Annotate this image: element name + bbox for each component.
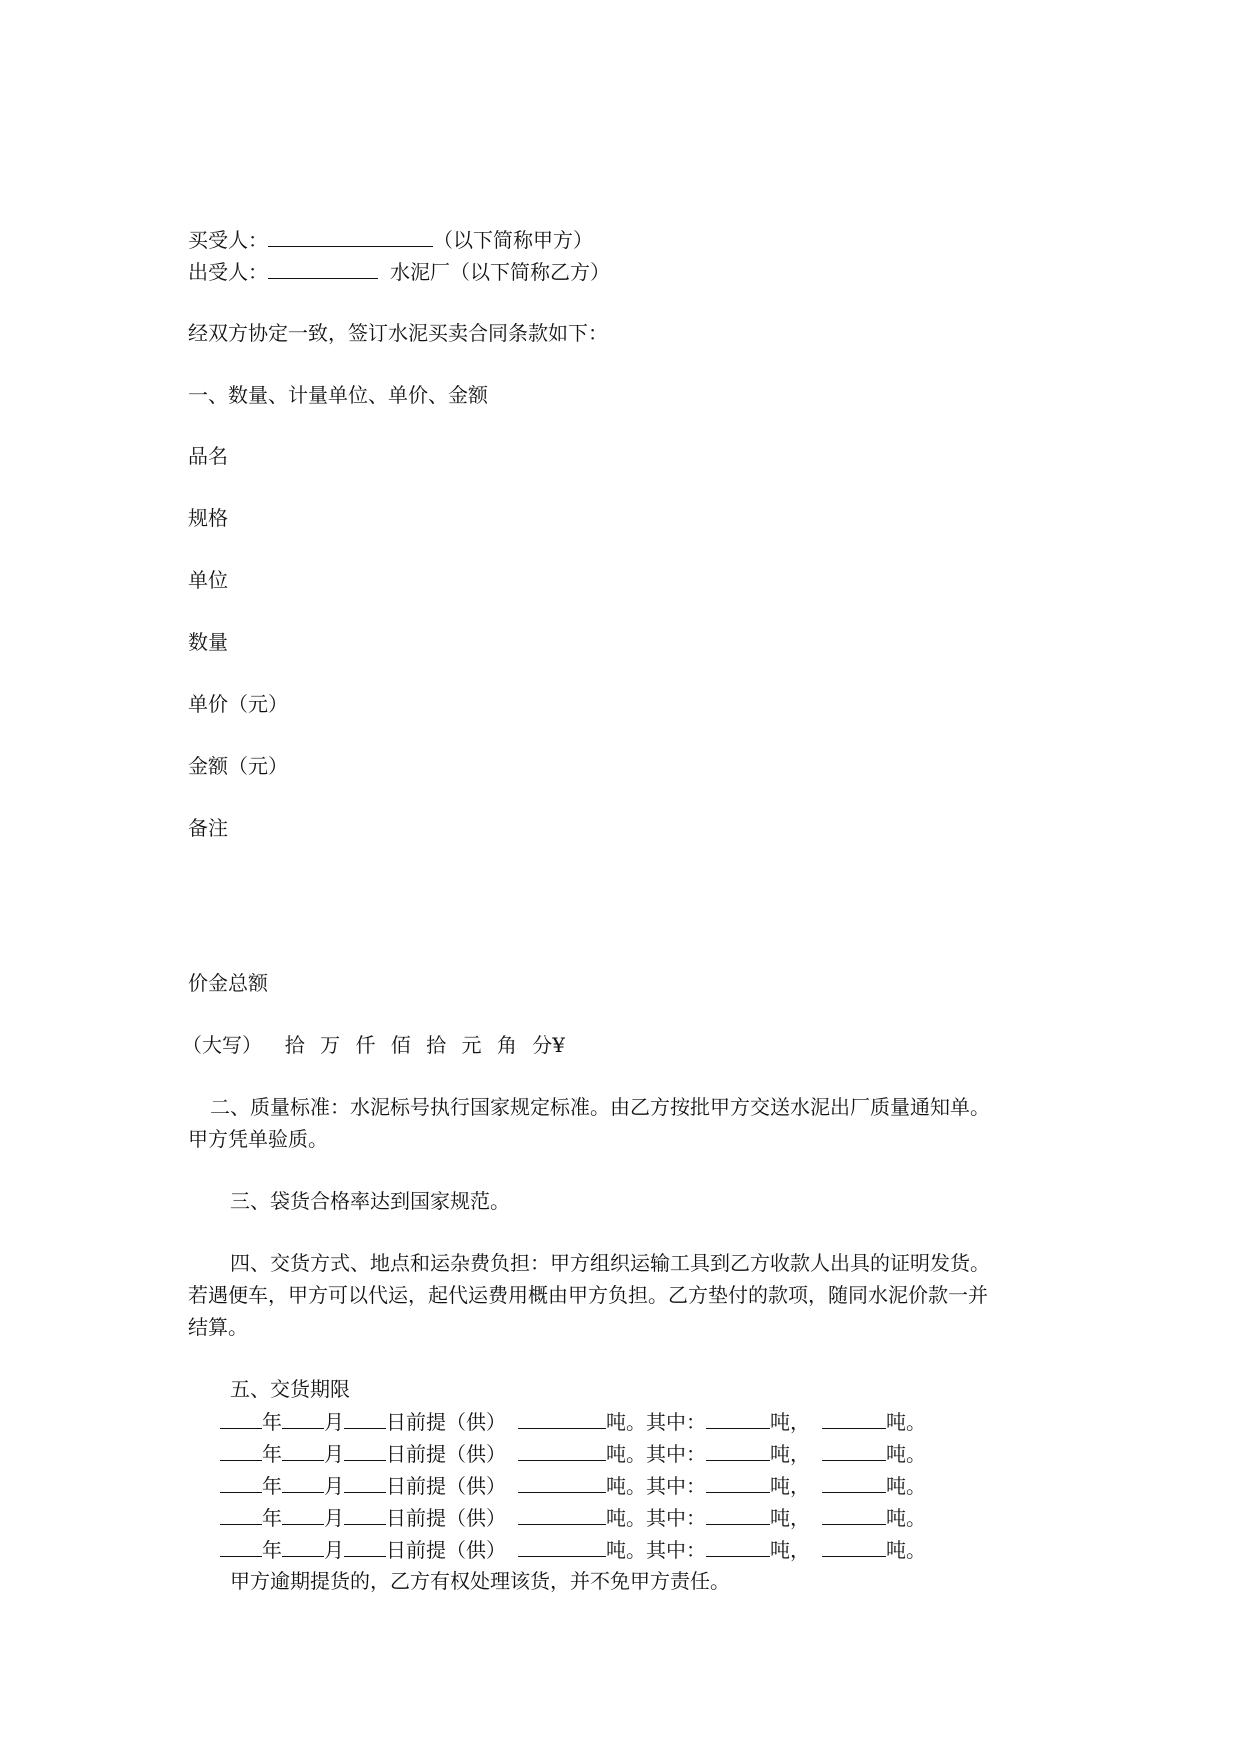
seller-line — [188, 258, 610, 285]
sub-ton-blank-1[interactable] — [706, 1472, 770, 1493]
month-label: 月 — [324, 1538, 344, 1562]
ton3-label: 吨。 — [886, 1538, 926, 1562]
total-label: 价金总额 — [188, 971, 268, 995]
month-blank[interactable] — [282, 1408, 324, 1429]
month-blank[interactable] — [282, 1472, 324, 1493]
month-blank[interactable] — [282, 1504, 324, 1525]
field-spec: 规格 — [188, 506, 228, 530]
delivery-row — [220, 1440, 926, 1467]
month-label: 月 — [324, 1474, 344, 1498]
tonnage-blank[interactable] — [518, 1536, 606, 1557]
sub-ton-blank-2[interactable] — [822, 1472, 886, 1493]
day-blank[interactable] — [344, 1536, 386, 1557]
buyer-line — [188, 226, 593, 253]
field-product-name: 品名 — [188, 444, 228, 468]
delivery-row — [220, 1504, 926, 1531]
total-capital-line — [182, 1032, 565, 1058]
sub-ton-blank-1[interactable] — [706, 1536, 770, 1557]
day-blank[interactable] — [344, 1504, 386, 1525]
field-quantity: 数量 — [188, 630, 228, 654]
tonnage-blank[interactable] — [518, 1472, 606, 1493]
unit-bai: 佰 — [390, 1033, 411, 1057]
ton2-label: 吨， — [770, 1474, 810, 1498]
day-blank[interactable] — [344, 1472, 386, 1493]
seller-blank[interactable] — [268, 258, 378, 279]
buyer-blank[interactable] — [268, 226, 433, 247]
seller-label: 出受人： — [188, 260, 268, 284]
field-remarks: 备注 — [188, 816, 228, 840]
unit-shi: 拾 — [284, 1033, 305, 1057]
delivery-row — [220, 1536, 926, 1563]
day-label: 日前提（供） — [386, 1538, 506, 1562]
delivery-row — [220, 1408, 926, 1435]
ton3-label: 吨。 — [886, 1442, 926, 1466]
section4-line1: 四、交货方式、地点和运杂费负担：甲方组织运输工具到乙方收款人出具的证明发货。 — [230, 1251, 990, 1275]
section2-line2: 甲方凭单验质。 — [188, 1127, 328, 1151]
section1-title: 一、数量、计量单位、单价、金额 — [188, 383, 488, 407]
day-blank[interactable] — [344, 1408, 386, 1429]
year-blank[interactable] — [220, 1440, 262, 1461]
sub-ton-blank-1[interactable] — [706, 1504, 770, 1525]
year-blank[interactable] — [220, 1408, 262, 1429]
section5-title: 五、交货期限 — [230, 1377, 350, 1401]
year-label: 年 — [262, 1442, 282, 1466]
section4-line2: 若遇便车，甲方可以代运，起代运费用概由甲方负担。乙方垫付的款项，随同水泥价款一并 — [188, 1283, 988, 1307]
ton3-label: 吨。 — [886, 1506, 926, 1530]
year-blank[interactable] — [220, 1536, 262, 1557]
field-unit: 单位 — [188, 568, 228, 592]
ton-label: 吨。其中： — [606, 1538, 706, 1562]
ton-label: 吨。其中： — [606, 1442, 706, 1466]
month-blank[interactable] — [282, 1440, 324, 1461]
month-blank[interactable] — [282, 1536, 324, 1557]
month-label: 月 — [324, 1410, 344, 1434]
sub-ton-blank-2[interactable] — [822, 1536, 886, 1557]
tonnage-blank[interactable] — [518, 1440, 606, 1461]
capital-label: （大写） — [182, 1033, 262, 1057]
ton3-label: 吨。 — [886, 1474, 926, 1498]
field-unit-price: 单价（元） — [188, 692, 288, 716]
section4-line3: 结算。 — [188, 1315, 248, 1339]
ton2-label: 吨， — [770, 1506, 810, 1530]
intro-text: 经双方协定一致，签订水泥买卖合同条款如下： — [188, 321, 608, 345]
sub-ton-blank-1[interactable] — [706, 1440, 770, 1461]
year-label: 年 — [262, 1506, 282, 1530]
day-label: 日前提（供） — [386, 1506, 506, 1530]
unit-shi2: 拾 — [426, 1033, 447, 1057]
buyer-suffix: （以下简称甲方） — [433, 228, 593, 252]
sub-ton-blank-2[interactable] — [822, 1440, 886, 1461]
tonnage-blank[interactable] — [518, 1504, 606, 1525]
unit-fen: 分¥ — [532, 1033, 565, 1057]
ton2-label: 吨， — [770, 1442, 810, 1466]
buyer-label: 买受人： — [188, 228, 268, 252]
day-label: 日前提（供） — [386, 1410, 506, 1434]
year-label: 年 — [262, 1538, 282, 1562]
section5-footer: 甲方逾期提货的，乙方有权处理该货，并不免甲方责任。 — [230, 1569, 730, 1593]
year-label: 年 — [262, 1474, 282, 1498]
tonnage-blank[interactable] — [518, 1408, 606, 1429]
year-blank[interactable] — [220, 1472, 262, 1493]
seller-suffix: 水泥厂（以下简称乙方） — [390, 260, 610, 284]
day-blank[interactable] — [344, 1440, 386, 1461]
month-label: 月 — [324, 1506, 344, 1530]
sub-ton-blank-2[interactable] — [822, 1408, 886, 1429]
field-amount: 金额（元） — [188, 754, 288, 778]
delivery-row — [220, 1472, 926, 1499]
ton-label: 吨。其中： — [606, 1506, 706, 1530]
unit-qian: 仟 — [355, 1033, 376, 1057]
unit-wan: 万 — [320, 1033, 341, 1057]
ton3-label: 吨。 — [886, 1410, 926, 1434]
ton-label: 吨。其中： — [606, 1474, 706, 1498]
sub-ton-blank-1[interactable] — [706, 1408, 770, 1429]
unit-yuan: 元 — [461, 1033, 482, 1057]
day-label: 日前提（供） — [386, 1474, 506, 1498]
year-label: 年 — [262, 1410, 282, 1434]
ton-label: 吨。其中： — [606, 1410, 706, 1434]
ton2-label: 吨， — [770, 1538, 810, 1562]
month-label: 月 — [324, 1442, 344, 1466]
year-blank[interactable] — [220, 1504, 262, 1525]
section2-line1: 二、质量标准：水泥标号执行国家规定标准。由乙方按批甲方交送水泥出厂质量通知单。 — [210, 1095, 990, 1119]
unit-jiao: 角 — [496, 1033, 517, 1057]
day-label: 日前提（供） — [386, 1442, 506, 1466]
sub-ton-blank-2[interactable] — [822, 1504, 886, 1525]
section3-text: 三、袋货合格率达到国家规范。 — [230, 1189, 510, 1213]
ton2-label: 吨， — [770, 1410, 810, 1434]
